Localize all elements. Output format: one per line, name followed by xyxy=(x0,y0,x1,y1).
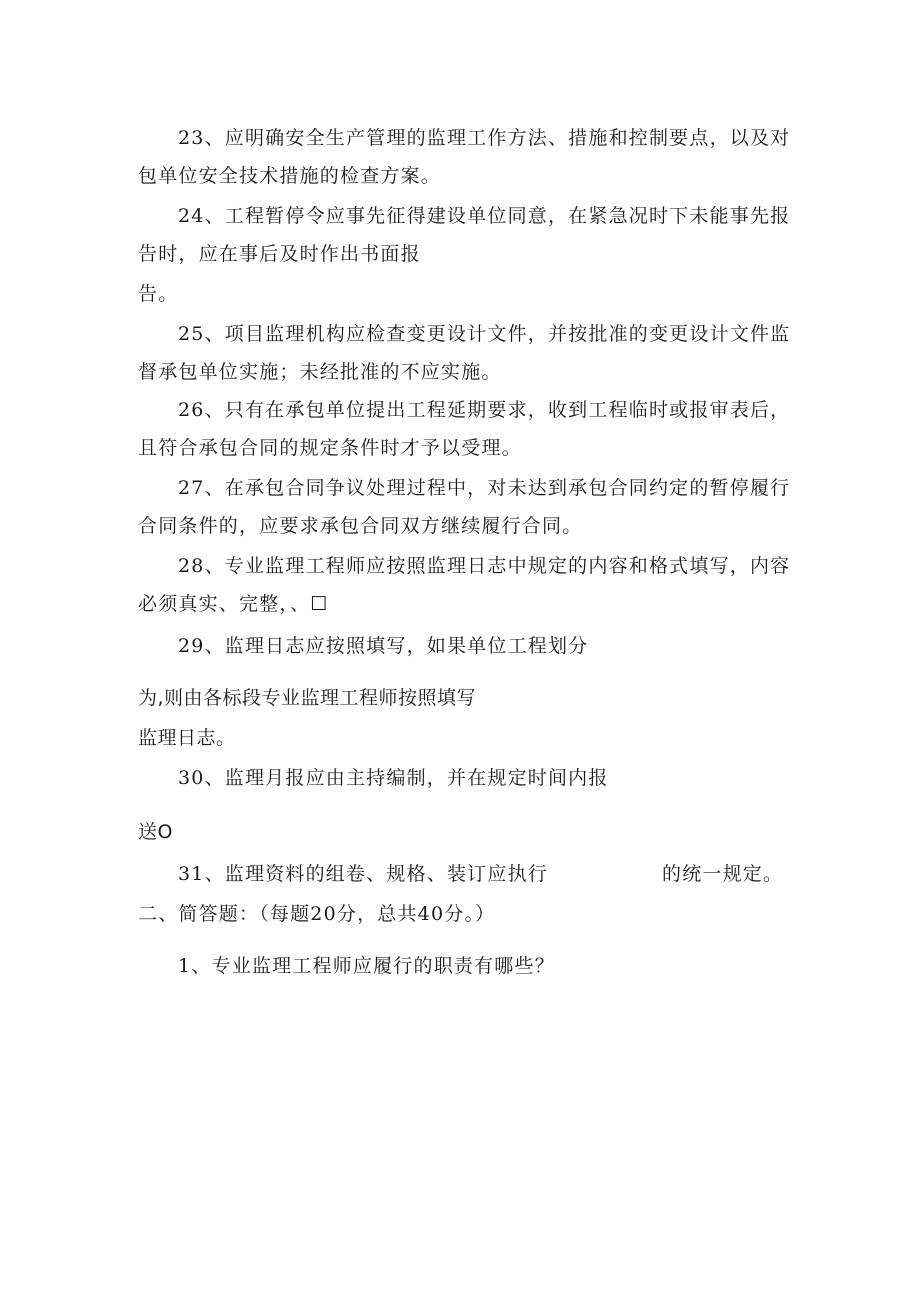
q27-line-1: 27、在承包合同争议处理过程中，对未达到承包合同约定的暂停履行 xyxy=(178,477,791,499)
q30-line-1: 30、监理月报应由主持编制，并在规定时间内报 xyxy=(178,767,609,789)
q24-line-2: 告时，应在事后及时作出书面报 xyxy=(138,243,421,265)
q28-line-1: 28、专业监理工程师应按照监理日志中规定的内容和格式填写，内容 xyxy=(178,555,791,577)
section-2-heading: 二、简答题：（每题20分，总共40分。） xyxy=(138,903,496,925)
q27-line-2: 合同条件的，应要求承包合同双方继续履行合同。 xyxy=(138,515,583,537)
q24-line-1: 24、工程暂停令应事先征得建设单位同意，在紧急况时下未能事先报 xyxy=(178,205,791,227)
q26-line-1: 26、只有在承包单位提出工程延期要求，收到工程临时或报审表后， xyxy=(178,399,791,421)
q29-line-1: 29、监理日志应按照填写，如果单位工程划分 xyxy=(178,635,589,657)
q30-line-2: 送O xyxy=(138,821,173,843)
q25-line-1: 25、项目监理机构应检查变更设计文件，并按批准的变更设计文件监 xyxy=(178,323,791,345)
q31-line-1-left: 31、监理资料的组卷、规格、装订应执行 xyxy=(178,863,548,885)
q23-line-2: 包单位安全技术措施的检查方案。 xyxy=(138,165,442,187)
q28-line-2: 必须真实、完整，、☐ xyxy=(138,593,329,615)
q23-line-1: 23、应明确安全生产管理的监理工作方法、措施和控制要点，以及对 xyxy=(178,127,791,149)
q24-line-3: 告。 xyxy=(138,283,179,305)
short-answer-question-1: 1、专业监理工程师应履行的职责有哪些？ xyxy=(178,955,555,977)
q31-line-1-right: 的统一规定。 xyxy=(662,863,784,885)
q26-line-2: 且符合承包合同的规定条件时才予以受理。 xyxy=(138,437,522,459)
q29-line-2: 为,则由各标段专业监理工程师按照填写 xyxy=(138,687,477,709)
q25-line-2: 督承包单位实施；未经批准的不应实施。 xyxy=(138,361,502,383)
q29-line-3: 监理日志。 xyxy=(138,727,236,749)
